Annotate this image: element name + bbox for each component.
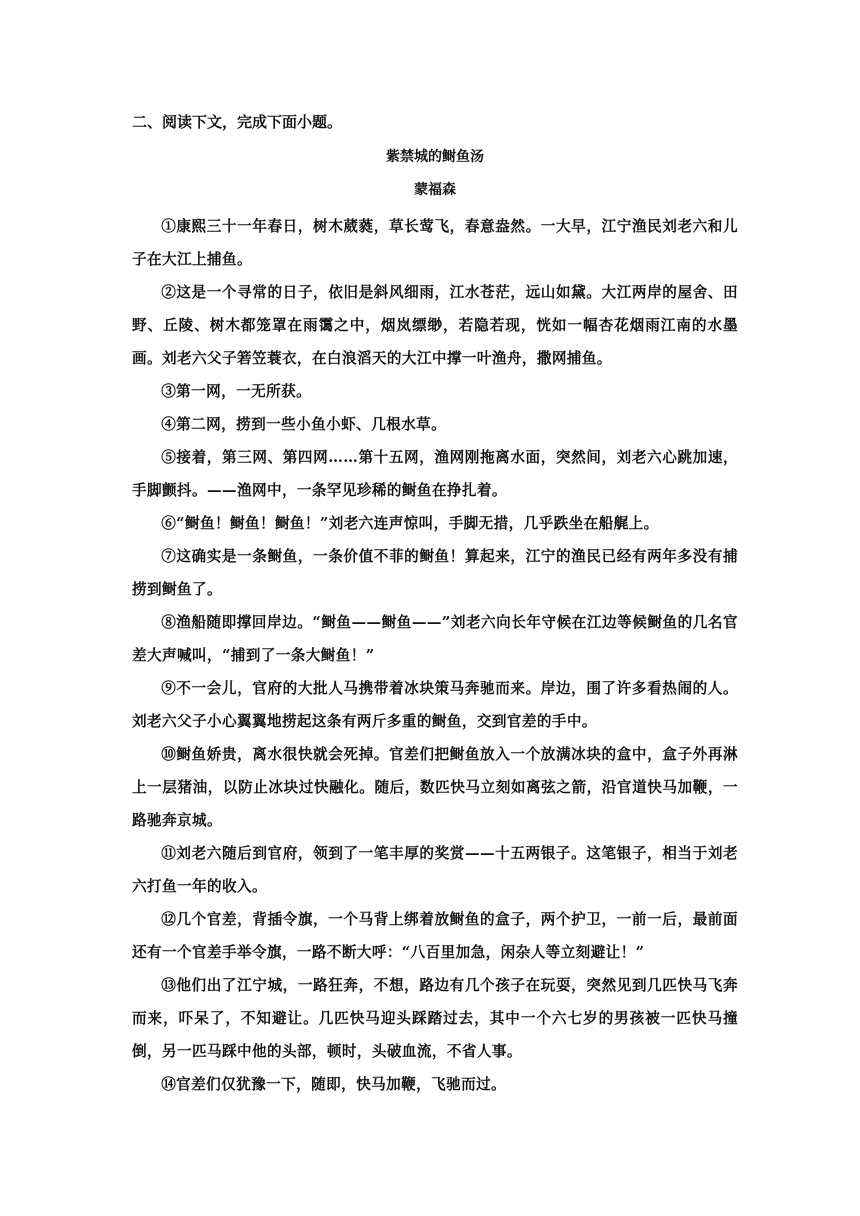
paragraph-13: ⑬他们出了江宁城，一路狂奔，不想，路边有几个孩子在玩耍，突然见到几匹快马飞奔而来，吓呆了，不知避让。几匹快马迎头踩踏过去，其中一个六七岁的男孩被一匹快马撞倒，另一匹马踩中他的头部，顿时，头破血流，不省人事。 [132, 977, 738, 1060]
paragraph-7: ⑦这确实是一条鲥鱼，一条价值不菲的鲥鱼！算起来，江宁的渔民已经有两年多没有捕捞到鲥鱼了。 [132, 548, 738, 598]
paragraph-5: ⑤接着，第三网、第四网……第十五网，渔网刚拖离水面，突然间，刘老六心跳加速，手脚颤抖。——渔网中，一条罕见珍稀的鲥鱼在挣扎着。 [132, 449, 738, 499]
paragraph-1: ①康熙三十一年春日，树木葳蕤，草长莺飞，春意盎然。一大早，江宁渔民刘老六和儿子在大江上捕鱼。 [132, 218, 738, 268]
paragraph-9: ⑨不一会儿，官府的大批人马携带着冰块策马奔驰而来。岸边，围了许多看热闹的人。刘老六父子小心翼翼地捞起这条有两斤多重的鲥鱼，交到官差的手中。 [132, 680, 738, 730]
paragraph-14: ⑭官差们仅犹豫一下，随即，快马加鞭，飞驰而过。 [161, 1076, 507, 1093]
paragraph-6: ⑥“鲥鱼！鲥鱼！鲥鱼！”刘老六连声惊叫，手脚无措，几乎跌坐在船艉上。 [161, 515, 659, 532]
paragraph-10: ⑩鲥鱼娇贵，离水很快就会死掉。官差们把鲥鱼放入一个放满冰块的盒中，盒子外再淋上一层猪油，以防止冰块过快融化。随后，数匹快马立刻如离弦之箭，沿官道快马加鞭，一路驰奔京城。 [132, 746, 738, 829]
article-title: 紫禁城的鲥鱼汤 [386, 149, 484, 165]
paragraph-11: ⑪刘老六随后到官府，领到了一笔丰厚的奖赏——十五两银子。这笔银子，相当于刘老六打鱼一年的收入。 [132, 845, 738, 895]
paragraph-12: ⑫几个官差，背插令旗，一个马背上绑着放鲥鱼的盒子，两个护卫，一前一后，最前面还有一个官差手举令旗，一路不断大呼：“八百里加急，闲杂人等立刻避让！” [132, 911, 738, 961]
paragraph-3: ③第一网，一无所获。 [161, 383, 312, 400]
paragraph-2: ②这是一个寻常的日子，依旧是斜风细雨，江水苍茫，远山如黛。大江两岸的屋舍、田野、丘陵、树木都笼罩在雨霭之中，烟岚缥缈，若隐若现，恍如一幅杏花烟雨江南的水墨画。刘老六父子箬笠蓑衣，在白浪滔天的大江中撑一叶渔舟，撒网捕鱼。 [132, 284, 738, 367]
paragraph-4: ④第二网，捞到一些小鱼小虾、几根水草。 [161, 416, 447, 433]
section-heading: 二、阅读下文，完成下面小题。 [132, 113, 343, 131]
article-author: 蒙福森 [414, 182, 456, 198]
paragraph-8: ⑧渔船随即撑回岸边。“鲥鱼——鲥鱼——”刘老六向长年守候在江边等候鲥鱼的几名官差大声喊叫，“捕到了一条大鲥鱼！” [132, 614, 738, 664]
